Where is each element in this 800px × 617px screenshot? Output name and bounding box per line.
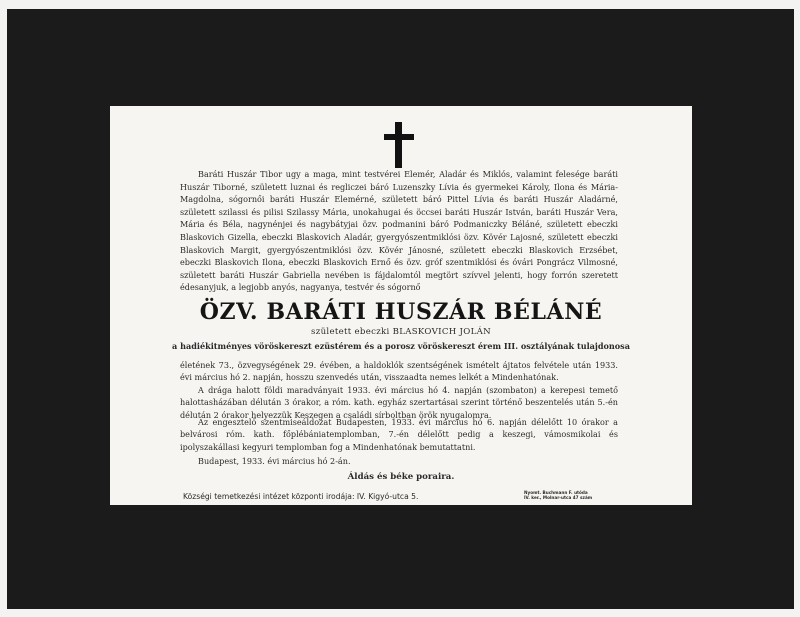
mass-text: Az engesztelő szentmiseáldozat Budapesten, 1933. évi március hó 6. napján délelőtt 10 órakor a belvárosi róm. kath. főplébániatemplomban, 7.-én délelőtt pedig a keszegi, vámosmikolai és ipolyszakállasi kegyuri templomban fog a Mindenhatónak bemutattatni. xyxy=(180,417,618,452)
funeral-office-footer: Községi temetkezési intézet központi irodája: IV. Kigyó-utca 5. xyxy=(183,492,419,501)
announcement-paragraph: Baráti Huszár Tibor ugy a maga, mint testvérei Elemér, Aladár és Miklós, valamint felesége baráti Huszár Tiborné, született luznai és regliczei báró Luzenszky Lívia és gyermekei Károly, Ilona és Mária-Magdolna, sógornői baráti Huszár Elemérné, született báró Pittel Lívia és baráti Huszár Aladárné, született szilassi és pilisi Szilassy Mária, unokahugai és öccsei baráti Huszár István, baráti Huszár Vera, Mária és Béla, nagynénjei és nagybátyjai özv. podmanini báró Podmaniczky Béláné, született ebeczki Blaskovich Gizella, ebeczki Blaskovich Aladár, gyergyószentmiklósi özv. Kövér Lajosné, született ebeczki Blaskovich Margit, gyergyószentmiklósi özv. Kövér Jánosné, született ebeczki Blaskovich Erzsébet, ebeczki Blaskovich Ilona, ebeczki Blaskovich Ernő és özv. gróf szentmiklósi és óvári Pongrácz Vilmosné, született baráti Huszár Gabriella nevében is fájdalomtól megtört szívvel jelenti, hogy forrón szeretett édesanyjuk, a legjobb anyós, nagyanya, testvér és sógornő xyxy=(180,169,618,293)
closing-blessing: Áldás és béke poraira. xyxy=(347,472,455,482)
death-details xyxy=(180,359,618,421)
printer-imprint xyxy=(524,490,634,500)
dateline: Budapest, 1933. évi március hó 2-án. xyxy=(198,456,351,466)
printer-line-2: IV. ker., Molnar-utca 47 szám xyxy=(524,495,593,501)
death-text: életének 73., özvegységének 29. évében, a haldoklók szentségének ismételt ájtatos felvétele után 1933. évi március hó 2. napján, hosszu szenvedés után, visszaadta nemes lelkét a Mindenhatónak. xyxy=(180,360,618,383)
maiden-name: született ebeczki BLASKOVICH JOLÁN xyxy=(311,327,491,337)
honors-line: a hadiékitményes vöröskereszt ezüstérem és a porosz vöröskereszt érem III. osztályának tulajdonosa xyxy=(172,341,630,351)
printer-line-1: Nyomt. Buchmann F. utóda xyxy=(524,490,588,495)
cross-icon xyxy=(384,122,414,168)
deceased-name: ÖZV. BARÁTI HUSZÁR BÉLÁNÉ xyxy=(199,299,603,325)
death-notice-card xyxy=(110,106,692,505)
funeral-text: A drága halott földi maradványait 1933. évi március hó 4. napján (szombaton) a kerepesi temető halottasházában délután 3 órakor, a róm. kath. egyház szertartásai szerint történő beszentelés után 5.-én délután 2 órakor helyezzük Keszegen a családi sírboltban örök nyugalomra. xyxy=(180,384,618,420)
